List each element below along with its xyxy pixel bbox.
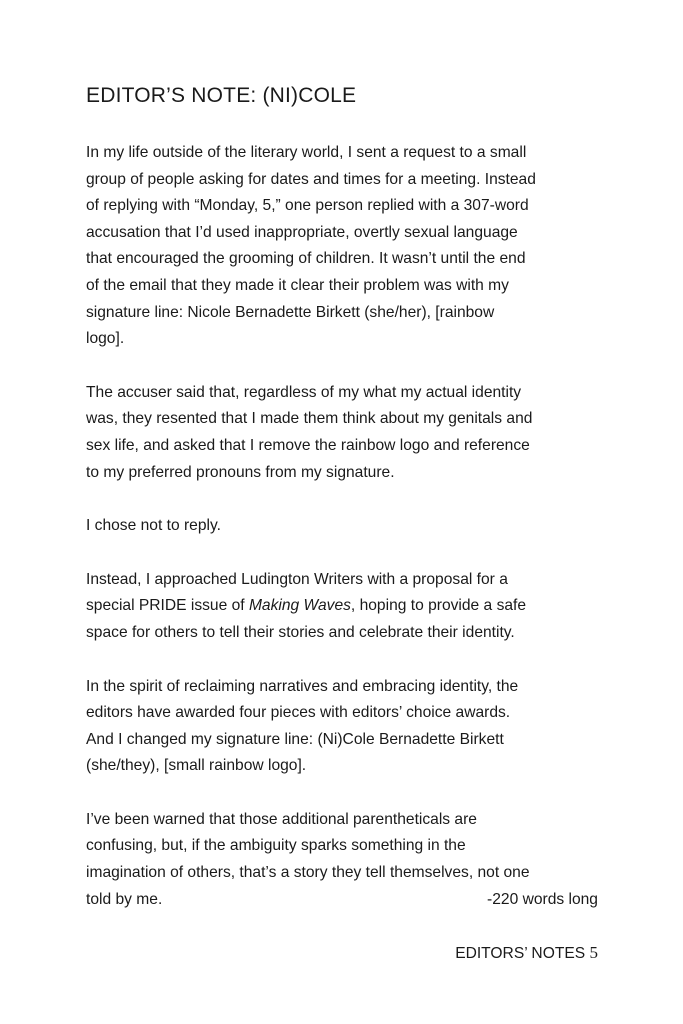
text-line: signature line: Nicole Bernadette Birkett (she/her), [rainbow	[86, 303, 495, 321]
text-line: And I changed my signature line: (Ni)Cole Bernadette Birkett	[86, 730, 504, 748]
text-run: special PRIDE issue of	[86, 597, 249, 615]
paragraph-3	[86, 513, 626, 540]
paragraph-5	[86, 674, 626, 780]
text-line: imagination of others, that’s a story they tell themselves, not one	[86, 864, 530, 882]
text-line: to my preferred pronouns from my signature.	[86, 463, 395, 481]
magazine-title: Making Waves	[248, 597, 351, 615]
page-number: 5	[589, 943, 598, 962]
text-line: that encouraged the grooming of children. It wasn’t until the end	[86, 250, 526, 268]
text-line: confusing, but, if the ambiguity sparks something in the	[86, 837, 466, 855]
text-line: The accuser said that, regardless of my what my actual identity	[86, 383, 522, 401]
text-line: accusation that I’d used inappropriate, overtly sexual language	[86, 223, 518, 241]
closing-line	[86, 887, 598, 914]
text-line: Instead, I approached Ludington Writers with a proposal for a	[86, 570, 508, 588]
text-run: , hoping to provide a safe	[350, 597, 527, 615]
text-line: In my life outside of the literary world, I sent a request to a small	[86, 144, 527, 161]
paragraph-6	[86, 807, 626, 913]
paragraph-2	[86, 380, 626, 486]
text-line: space for others to tell their stories and celebrate their identity.	[86, 623, 515, 641]
text-line: I chose not to reply.	[86, 517, 221, 535]
text-line: was, they resented that I made them think about my genitals and	[86, 410, 533, 428]
editor-note-body	[86, 140, 626, 940]
footer-label: EDITORS’ NOTES	[455, 945, 586, 962]
paragraph-1	[86, 140, 626, 353]
page-title: EDITOR’S NOTE: (NI)COLE	[86, 84, 357, 107]
text-line: (she/they), [small rainbow logo].	[86, 757, 307, 775]
text-line: In the spirit of reclaiming narratives and embracing identity, the	[86, 677, 519, 695]
text-line-with-title	[86, 593, 626, 620]
text-line: logo].	[86, 330, 125, 348]
text-line: group of people asking for dates and times for a meeting. Instead	[86, 170, 536, 188]
text-line: of replying with “Monday, 5,” one person replied with a 307-word	[86, 197, 529, 215]
text-line: editors have awarded four pieces with editors’ choice awards.	[86, 704, 511, 722]
text-run: told by me.	[86, 890, 163, 908]
page-footer	[455, 943, 598, 963]
paragraph-4	[86, 567, 626, 647]
text-line: I’ve been warned that those additional parentheticals are	[86, 810, 477, 828]
text-line: sex life, and asked that I remove the rainbow logo and reference	[86, 436, 530, 454]
text-line: of the email that they made it clear their problem was with my	[86, 276, 509, 294]
word-count: -220 words long	[487, 890, 598, 908]
